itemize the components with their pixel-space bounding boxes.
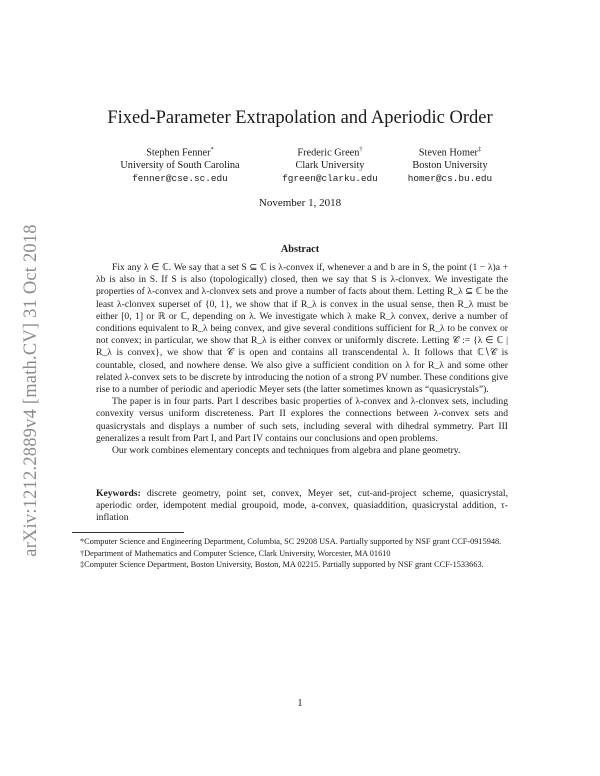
publication-date: November 1, 2018	[258, 197, 342, 209]
abstract-paragraph-3: Our work combines elementary concepts and techniques from algebra and plane geometry.	[112, 445, 461, 457]
author-2-mark: †	[359, 146, 363, 153]
author-3-affiliation: Boston University	[412, 160, 488, 172]
author-1-affiliation: University of South Carolina	[120, 160, 240, 172]
arxiv-identifier-text: arXiv:1212.2889v4 [math.CV] 31 Oct 2018	[20, 223, 41, 557]
author-3-mark: ‡	[477, 146, 482, 153]
author-2-affiliation: Clark University	[295, 160, 365, 172]
author-2	[270, 144, 390, 185]
author-1-email: fenner@cse.sc.edu	[132, 172, 228, 184]
page-number: 1	[297, 698, 303, 709]
footnote-3: ‡Computer Science Department, Boston University, Boston, MA 02215. Partially supported by NSF grant CCF-1533663.	[80, 560, 484, 570]
abstract-body	[96, 262, 508, 457]
paper-title: Fixed-Parameter Extrapolation and Aperiodic Order	[107, 108, 493, 128]
abstract-paragraph-1: Fix any λ ∈ ℂ. We say that a set S ⊆ ℂ is λ-convex if, whenever a and b are in S, the point (1 − λ)a + λb is also in S. If S is also (topologically) closed, then we say that S is λ-clonvex. We investigate the properties of λ-convex and λ-clonvex sets and prove a number of facts about them. Letting R_λ ⊆ ℂ be the least λ-clonvex superset of {0, 1}, we show that if R_λ is convex in the usual sense, then R_λ must be either [0, 1] or ℝ or ℂ, depending on λ. We investigate which λ make R_λ convex, derive a number of conditions equivalent to R_λ being convex, and give several conditions sufficient for R_λ to be convex or not convex; in particular, we show that R_λ is either convex or uniformly discrete. Letting 𝒞 := {λ ∈ ℂ | R_λ is convex}, we show that 𝒞 is open and contains all transcendental λ. It follows that ℂ∖𝒞 is countable, closed, and nowhere dense. We also give a sufficient condition on λ for R_λ and some other related λ-convex sets to be discrete by introducing the notion of a strong PV number. These conditions give rise to a number of periodic and aperiodic Meyer sets (the latter sometimes known as “quasicrystals”).	[96, 262, 508, 396]
author-3-email: homer@cs.bu.edu	[407, 172, 493, 184]
author-3-name: Steven Homer	[418, 147, 478, 159]
arxiv-identifier	[18, 200, 44, 580]
footnote-2: †Department of Mathematics and Computer Science, Clark University, Worcester, MA 01610	[80, 548, 391, 558]
author-1	[100, 144, 260, 185]
footnote-1: *Computer Science and Engineering Department, Columbia, SC 29208 USA. Partially supported by NSF grant CCF-0915948.	[80, 537, 502, 546]
author-1-name: Stephen Fenner	[146, 147, 211, 159]
abstract-paragraph-2: The paper is in four parts. Part I describes basic properties of λ-convex and λ-clonvex sets, including convexity versus uniform discreteness. Part II explores the connections between λ-convex sets and quasicrystals and displays a number of such sets, including several with dihedral symmetry. Part III generalizes a result from Part I, and Part IV contains our conclusions and open problems.	[96, 396, 508, 444]
author-1-mark: *	[210, 146, 214, 153]
footnotes	[72, 537, 528, 572]
keywords-text: discrete geometry, point set, convex, Meyer set, cut-and-project scheme, quasicrystal, aperiodic order, idempotent medial groupoid, mode, a-convex, quasiaddition, quasicrystal addition, τ-inflation	[96, 488, 508, 524]
author-3	[392, 144, 508, 185]
keywords-label: Keywords:	[96, 488, 141, 499]
abstract-heading: Abstract	[280, 244, 320, 255]
footnote-rule	[72, 532, 184, 533]
keywords	[96, 488, 508, 525]
author-2-name: Frederic Green	[297, 147, 360, 159]
author-2-email: fgreen@clarku.edu	[282, 172, 378, 184]
